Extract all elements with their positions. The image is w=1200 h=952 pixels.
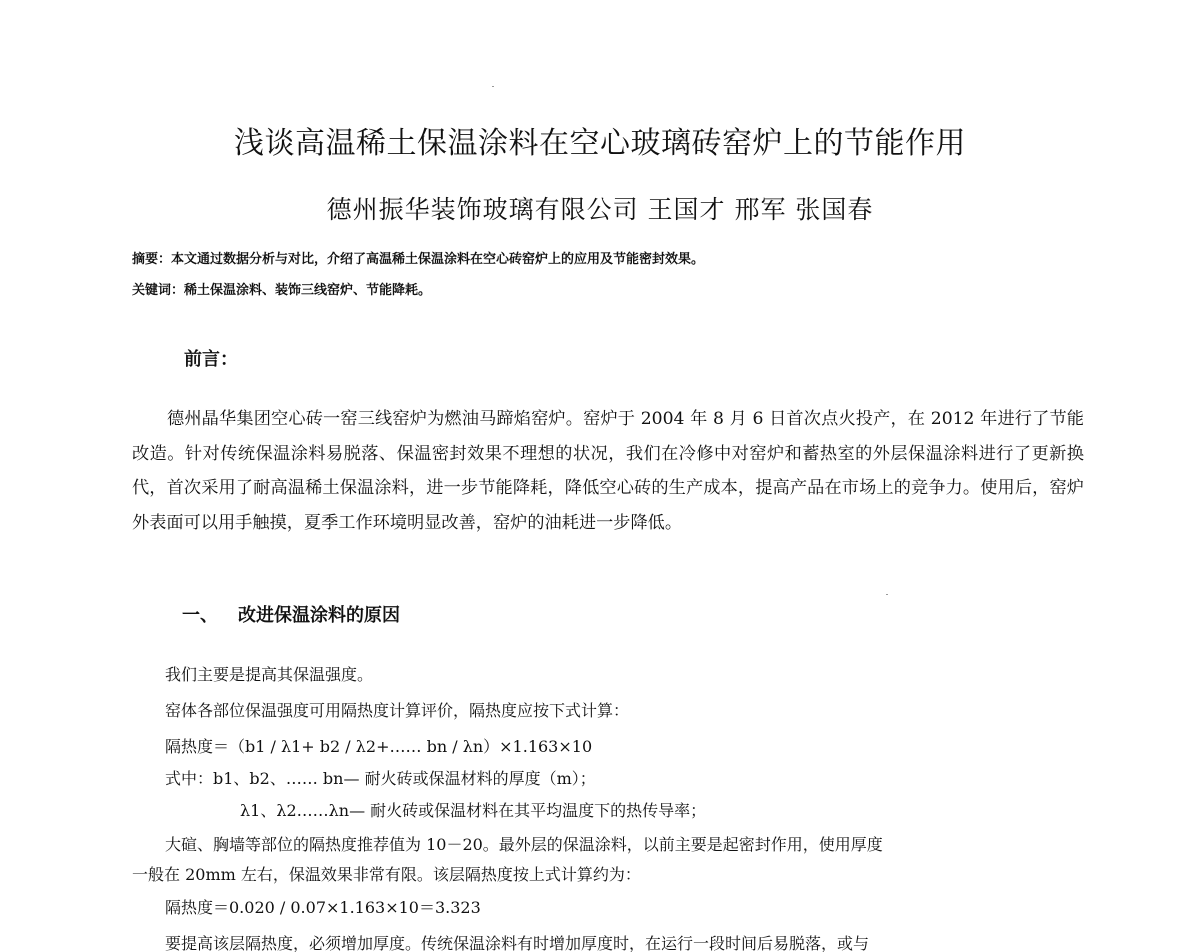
keywords: 关键词：稀土保温涂料、装饰三线窑炉、节能降耗。 [132, 283, 432, 298]
formula-line: 隔热度＝（b1 / λ1+ b2 / λ2+…… bn / λn）×1.163×10 [165, 737, 593, 756]
section-number: 一、 [182, 605, 218, 626]
body-line: 大碹、胸墙等部位的隔热度推荐值为 10－20。最外层的保温涂料，以前主要是起密封作用，使用厚度 [165, 835, 883, 854]
body-line: 要提高该层隔热度，必须增加厚度。传统保温涂料有时增加厚度时，在运行一段时间后易脱落，或与 [165, 934, 870, 952]
formula-line: 隔热度＝0.020 / 0.07×1.163×10＝3.323 [165, 898, 481, 917]
preface-paragraph: 德州晶华集团空心砖一窑三线窑炉为燃油马蹄焰窑炉。窑炉于 2004 年 8 月 6 日首次点火投产，在 2012 年进行了节能改造。针对传统保温涂料易脱落、保温密封效果不理想的状况，我们在冷修中对窑炉和蓄热室的外层保温涂料进行了更新换代，首次采用了耐高温稀土保温涂料，进一步节能降耗，降低空心砖的生产成本，提高产品在市场上的竞争力。使用后，窑炉外表面可以用手触摸，夏季工作环境明显改善，窑炉的油耗进一步降低。 [132, 409, 1084, 533]
preface-heading: 前言： [184, 349, 238, 370]
abstract: 摘要：本文通过数据分析与对比，介绍了高温稀土保温涂料在空心砖窑炉上的应用及节能密封效果。 [132, 252, 705, 267]
page-title: 浅谈高温稀土保温涂料在空心玻璃砖窑炉上的节能作用 [234, 126, 966, 161]
body-line: 一般在 20mm 左右，保温效果非常有限。该层隔热度按上式计算约为： [132, 865, 641, 884]
section-title: 改进保温涂料的原因 [238, 605, 400, 626]
formula-definition: λ1、λ2……λn— 耐火砖或保温材料在其平均温度下的热传导率； [240, 801, 707, 820]
scan-speck [492, 86, 494, 87]
section-1-heading [182, 601, 400, 627]
author-line: 德州振华装饰玻璃有限公司 王国才 邢军 张国春 [326, 195, 874, 224]
formula-definition: 式中：b1、b2、…… bn— 耐火砖或保温材料的厚度（m）； [165, 769, 596, 788]
body-line: 我们主要是提高其保温强度。 [165, 665, 374, 684]
scan-speck [886, 594, 888, 595]
body-line: 窑体各部位保温强度可用隔热度计算评价，隔热度应按下式计算： [165, 701, 630, 720]
